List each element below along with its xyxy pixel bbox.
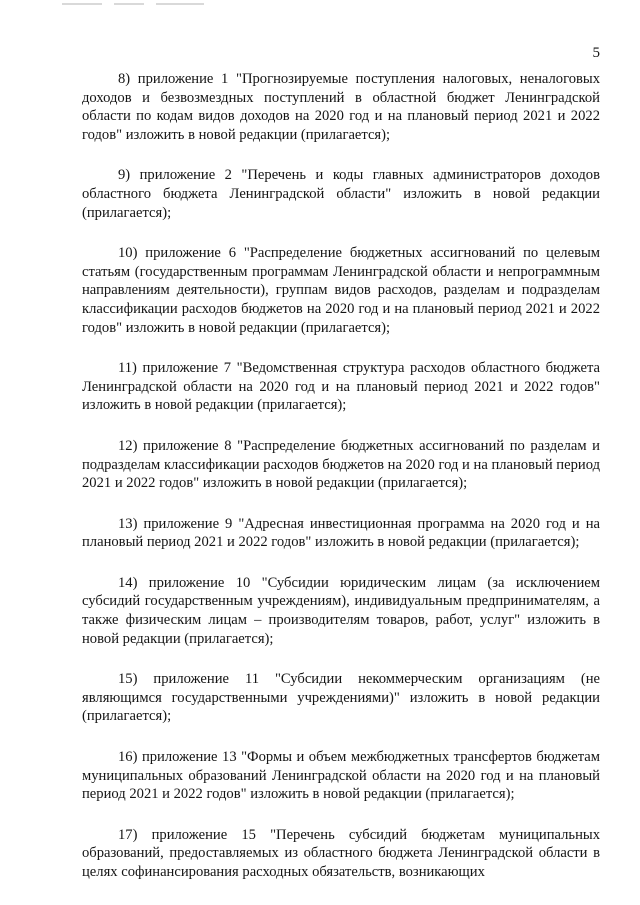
list-item: 10) приложение 6 "Распределение бюджетных ассигнований по целевым статьям (государственным программам Ленинградской области и непрограммным направлениям деятельности), группам видов расходов, разделам и подразделам классификации расходов бюджетов на 2020 год и на плановый период 2021 и 2022 годов" изложить в новой редакции (прилагается); <box>82 245 600 336</box>
list-item: 16) приложение 13 "Формы и объем межбюджетных трансфертов бюджетам муниципальных образований Ленинградской области на 2020 год и на плановый период 2021 и 2022 годов" изложить в новой редакции (прилагается); <box>82 749 600 803</box>
page-number: 5 <box>592 45 600 61</box>
list-item: 17) приложение 15 "Перечень субсидий бюджетам муниципальных образований, предоставляемых из областного бюджета Ленинградской области в целях софинансирования расходных обязательств, возникающих <box>82 826 600 880</box>
list-item: 8) приложение 1 "Прогнозируемые поступления налоговых, неналоговых доходов и безвозмездных поступлений в областной бюджет Ленинградской области по кодам видов доходов на 2020 год и на плановый период 2021 и 2022 годов" изложить в новой редакции (прилагается); <box>82 71 600 143</box>
list-item: 15) приложение 11 "Субсидии некоммерческим организациям (не являющимся государственными учреждениями)" изложить в новой редакции (прилагается); <box>82 671 600 725</box>
list-item: 9) приложение 2 "Перечень и коды главных администраторов доходов областного бюджета Ленинградской области" изложить в новой редакции (прилагается); <box>82 167 600 221</box>
list-item: 12) приложение 8 "Распределение бюджетных ассигнований по разделам и подразделам классификации расходов бюджетов на 2020 год и на плановый период 2021 и 2022 годов" изложить в новой редакции (прилагается); <box>82 437 600 492</box>
document-body <box>82 70 600 882</box>
scan-artifact-marks <box>62 0 222 8</box>
list-item: 14) приложение 10 "Субсидии юридическим лицам (за исключением субсидий государственным учреждениям), индивидуальным предпринимателям, а также физическим лицам – производителям товаров, работ, услуг" изложить в новой редакции (прилагается); <box>82 574 600 647</box>
list-item: 11) приложение 7 "Ведомственная структура расходов областного бюджета Ленинградской области на 2020 год и на плановый период 2021 и 2022 годов" изложить в новой редакции (прилагается); <box>82 360 600 414</box>
list-item: 13) приложение 9 "Адресная инвестиционная программа на 2020 год и на плановый период 2021 и 2022 годов" изложить в новой редакции (прилагается); <box>82 515 600 551</box>
